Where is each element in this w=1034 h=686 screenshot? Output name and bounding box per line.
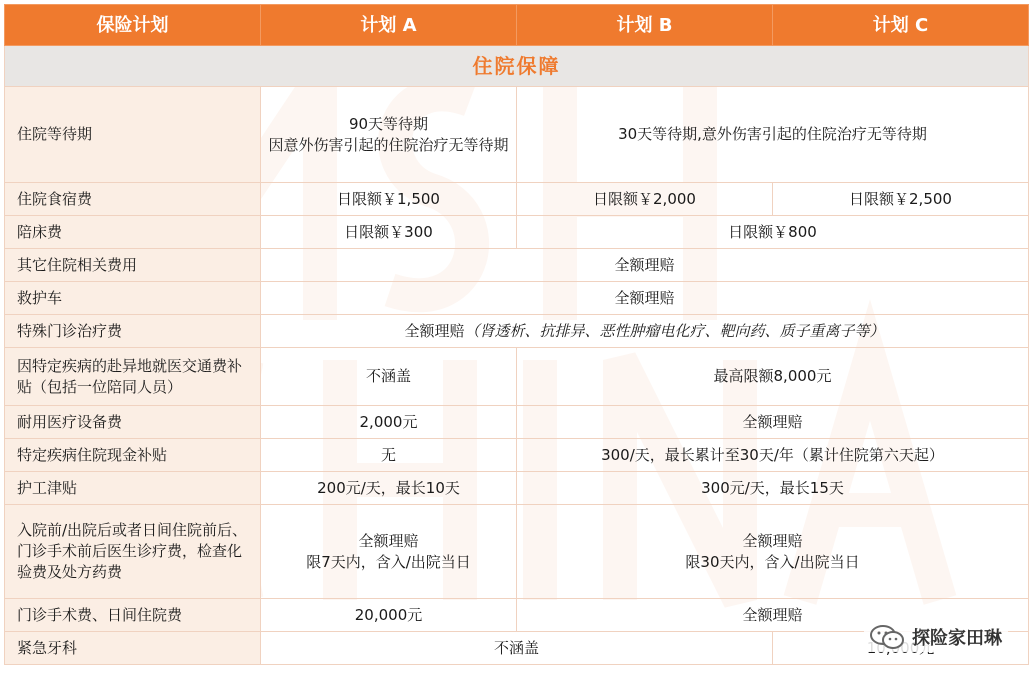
row-label: 门诊手术费、日间住院费: [5, 599, 261, 632]
table-row: [5, 472, 1029, 505]
plan-a-value: 200元/天，最长10天: [261, 472, 517, 505]
table-row: [5, 249, 1029, 282]
header-plan: 保险计划: [5, 5, 261, 46]
row-label: 护工津贴: [5, 472, 261, 505]
table-row: [5, 282, 1029, 315]
insurance-plan-table: [4, 4, 1029, 665]
value-line: 全额理赔: [358, 531, 419, 550]
value-line: 因意外伤害引起的住院治疗无等待期: [268, 135, 509, 154]
value-text: 全额理赔: [404, 321, 465, 340]
plan-bc-value: 最高限额8,000元: [517, 348, 1029, 406]
table-row: [5, 183, 1029, 216]
value-line: 全额理赔: [742, 531, 803, 550]
table-row: [5, 439, 1029, 472]
plan-bc-value: 30天等待期,意外伤害引起的住院治疗无等待期: [517, 87, 1029, 183]
header-row: [5, 5, 1029, 46]
row-label: 救护车: [5, 282, 261, 315]
value-line: 90天等待期: [348, 114, 429, 133]
plan-ab-value: 不涵盖: [261, 632, 773, 665]
row-label: 其它住院相关费用: [5, 249, 261, 282]
table-row: [5, 87, 1029, 183]
plan-bc-value: 300元/天，最长15天: [517, 472, 1029, 505]
row-label: 入院前/出院后或者日间住院前后、门诊手术前后医生诊疗费，检查化验费及处方药费: [5, 505, 261, 599]
plan-b-value: 日限额￥2,000: [517, 183, 773, 216]
table-row: [5, 315, 1029, 348]
value-line: 限7天内，含入/出院当日: [306, 552, 471, 571]
plan-a-value: 日限额￥300: [261, 216, 517, 249]
row-label: 特殊门诊治疗费: [5, 315, 261, 348]
all-plans-value: [261, 315, 1029, 348]
plan-bc-value: 全额理赔: [517, 599, 1029, 632]
plan-bc-value: 300/天，最长累计至30天/年（累计住院第六天起）: [517, 439, 1029, 472]
value-note: （肾透析、抗排异、恶性肿瘤电化疗、靶向药、质子重离子等）: [464, 321, 885, 340]
row-label: 紧急牙科: [5, 632, 261, 665]
row-label: 住院食宿费: [5, 183, 261, 216]
plan-a-value: 不涵盖: [261, 348, 517, 406]
table-row: [5, 216, 1029, 249]
table-row: [5, 406, 1029, 439]
all-plans-value: 全额理赔: [261, 249, 1029, 282]
plan-a-value: 无: [261, 439, 517, 472]
row-label: 耐用医疗设备费: [5, 406, 261, 439]
row-label: 因特定疾病的赴异地就医交通费补贴（包括一位陪同人员）: [5, 348, 261, 406]
plan-bc-value: 日限额￥800: [517, 216, 1029, 249]
plan-a-value: 日限额￥1,500: [261, 183, 517, 216]
all-plans-value: 全额理赔: [261, 282, 1029, 315]
table-row: [5, 348, 1029, 406]
plan-bc-value: 全额理赔: [517, 406, 1029, 439]
wechat-icon: [870, 624, 904, 650]
row-label: 住院等待期: [5, 87, 261, 183]
row-label: 特定疾病住院现金补贴: [5, 439, 261, 472]
header-plan-b: 计划 B: [517, 5, 773, 46]
plan-c-value: 日限额￥2,500: [773, 183, 1029, 216]
row-label: 陪床费: [5, 216, 261, 249]
wechat-watermark: [864, 622, 1008, 652]
section-row: [5, 46, 1029, 87]
plan-a-value: [261, 87, 517, 183]
table-row: [5, 505, 1029, 599]
header-plan-a: 计划 A: [261, 5, 517, 46]
plan-a-value: 20,000元: [261, 599, 517, 632]
plan-bc-value: [517, 505, 1029, 599]
section-title: 住院保障: [5, 46, 1029, 87]
plan-a-value: 2,000元: [261, 406, 517, 439]
plan-a-value: [261, 505, 517, 599]
header-plan-c: 计划 C: [773, 5, 1029, 46]
wechat-account-name: 探险家田琳: [912, 628, 1002, 649]
value-line: 限30天内，含入/出院当日: [685, 552, 860, 571]
